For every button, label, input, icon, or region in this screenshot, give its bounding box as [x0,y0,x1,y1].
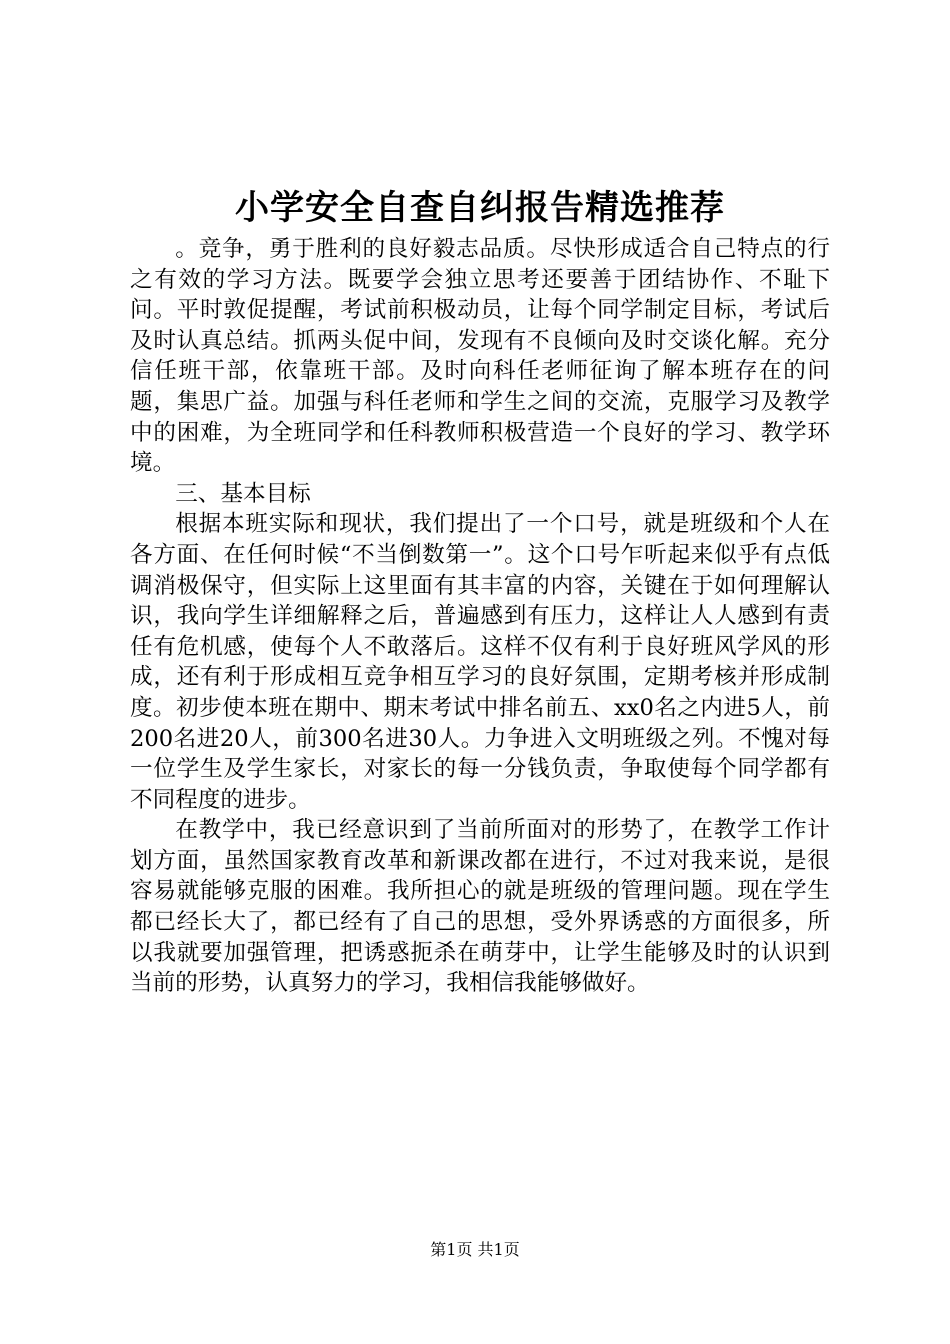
page-footer: 第1页 共1页 [430,1240,520,1259]
paragraph-3: 在教学中，我已经意识到了当前所面对的形势了，在教学工作计划方面，虽然国家教育改革和新课改都在进行，不过对我来说，是很容易就能够克服的困难。我所担心的就是班级的管理问题。现在学生都已经长大了，都已经有了自己的思想，受外界诱惑的方面很多，所以我就要加强管理，把诱惑扼杀在萌芽中，让学生能够及时的认识到当前的形势，认真努力的学习，我相信我能够做好。 [130,817,830,997]
document-title: 小学安全自查自纠报告精选推荐 [235,188,725,228]
paragraph-1: 。竞争，勇于胜利的良好毅志品质。尽快形成适合自己特点的行之有效的学习方法。既要学会独立思考还要善于团结协作、不耻下问。平时敦促提醒，考试前积极动员，让每个同学制定目标，考试后及时认真总结。抓两头促中间，发现有不良倾向及时交谈化解。充分信任班干部，依靠班干部。及时向科任老师征询了解本班存在的问题，集思广益。加强与科任老师和学生之间的交流，克服学习及教学中的困难，为全班同学和任科教师积极营造一个良好的学习、教学环境。 [130,236,830,477]
document-body [130,234,830,999]
section-heading-basic-goals: 三、基本目标 [175,480,311,507]
paragraph-2: 根据本班实际和现状，我们提出了一个口号，就是班级和个人在各方面、在任何时候“不当倒数第一”。这个口号乍听起来似乎有点低调消极保守，但实际上这里面有其丰富的内容，关键在于如何理解认识，我向学生详细解释之后，普遍感到有压力，这样让人人感到有责任有危机感，使每个人不敢落后。这样不仅有利于良好班风学风的形成，还有利于形成相互竞争相互学习的良好氛围，定期考核并形成制度。初步使本班在期中、期末考试中排名前五、xx0名之内进5人，前200名进20人，前300名进30人。力争进入文明班级之列。不愧对每一位学生及学生家长，对家长的每一分钱负责，争取使每个同学都有不同程度的进步。 [130,511,830,813]
